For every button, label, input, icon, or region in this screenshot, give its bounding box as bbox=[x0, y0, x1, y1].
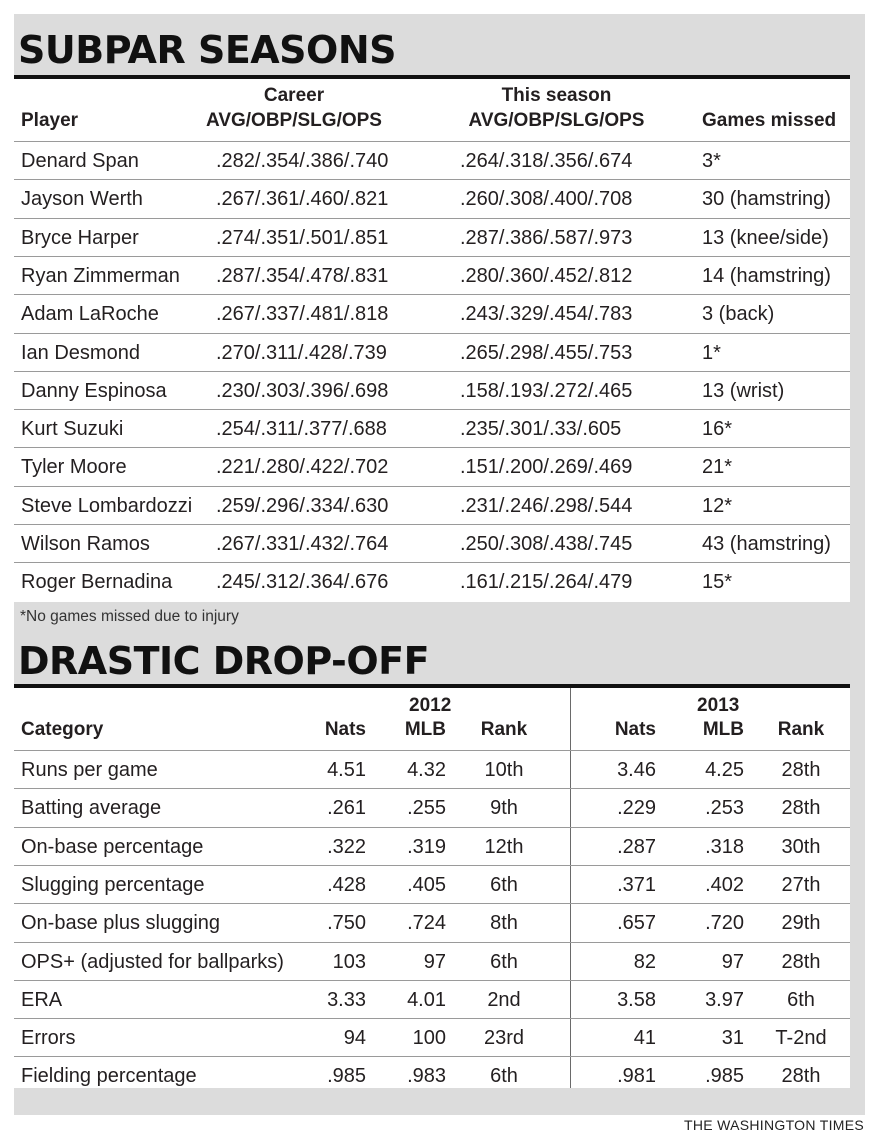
col-year-2012: 2012 bbox=[409, 695, 452, 716]
table-row bbox=[14, 486, 850, 525]
career-stats: .245/.312/.364/.676 bbox=[216, 571, 389, 594]
rank-2012: 2nd bbox=[487, 988, 521, 1011]
rank-2013: 28th bbox=[781, 950, 821, 973]
subpar-header bbox=[14, 79, 850, 141]
table-row bbox=[14, 371, 850, 410]
rank-2012: 10th bbox=[484, 759, 524, 781]
category-name: ERA bbox=[21, 988, 63, 1011]
rank-2012: 12th bbox=[484, 835, 524, 858]
category-name: Batting average bbox=[21, 797, 162, 820]
table-row bbox=[14, 409, 850, 448]
dropoff-header bbox=[14, 688, 850, 750]
career-stats: .230/.303/.396/.698 bbox=[216, 379, 389, 402]
season-stats: .265/.298/.455/.753 bbox=[460, 341, 633, 364]
mlb-2013: .402 bbox=[705, 873, 744, 896]
category-name: OPS+ (adjusted for ballparks) bbox=[21, 950, 284, 973]
mlb-2013: 3.97 bbox=[705, 988, 744, 1011]
mlb-2012: .405 bbox=[407, 873, 446, 896]
career-stats: .259/.296/.334/.630 bbox=[216, 494, 389, 517]
table-row bbox=[14, 447, 850, 486]
mlb-2013: 31 bbox=[721, 1027, 744, 1050]
mlb-2012: .724 bbox=[407, 912, 446, 935]
games-missed: 15* bbox=[702, 571, 733, 594]
season-stats: .250/.308/.438/.745 bbox=[460, 533, 633, 555]
rank-2013: 30th bbox=[781, 835, 821, 858]
career-stats: .267/.331/.432/.764 bbox=[216, 533, 389, 555]
table-row bbox=[14, 179, 850, 218]
games-missed: 43 (hamstring) bbox=[702, 533, 831, 555]
games-missed: 12* bbox=[702, 494, 733, 517]
table-row bbox=[14, 524, 850, 563]
nats-2013: .287 bbox=[617, 835, 656, 858]
nats-2013: 3.58 bbox=[617, 988, 656, 1011]
col-mlb-2012: MLB bbox=[404, 719, 446, 740]
table-row bbox=[14, 294, 850, 333]
table-row bbox=[14, 827, 850, 866]
category-name: Slugging percentage bbox=[21, 873, 205, 896]
games-missed: 14 (hamstring) bbox=[702, 264, 831, 287]
col-rank-2013: Rank bbox=[777, 719, 825, 740]
mlb-2013: 97 bbox=[721, 950, 744, 973]
table-row bbox=[14, 865, 850, 904]
rank-2012: 6th bbox=[490, 1065, 518, 1088]
category-name: On-base percentage bbox=[21, 835, 204, 858]
col-games-missed: Games missed bbox=[702, 110, 837, 131]
season-stats: .158/.193/.272/.465 bbox=[460, 379, 633, 402]
category-name: Runs per game bbox=[21, 759, 158, 781]
nats-2013: .657 bbox=[617, 912, 656, 935]
col-season-bottom: AVG/OBP/SLG/OPS bbox=[468, 110, 645, 131]
col-nats-2013: Nats bbox=[614, 719, 656, 740]
table-row bbox=[14, 562, 850, 601]
mlb-2012: 100 bbox=[412, 1027, 446, 1050]
table-row bbox=[14, 750, 850, 789]
mlb-2012: .319 bbox=[407, 835, 446, 858]
dropoff-title: DRASTIC DROP-OFF bbox=[18, 639, 430, 683]
season-stats: .243/.329/.454/.783 bbox=[460, 303, 633, 326]
player-name: Wilson Ramos bbox=[21, 533, 150, 555]
nats-2013: .229 bbox=[617, 797, 656, 820]
games-missed: 3 (back) bbox=[702, 303, 775, 326]
nats-2012: .261 bbox=[327, 797, 366, 820]
nats-2012: 94 bbox=[343, 1027, 366, 1050]
player-name: Steve Lombardozzi bbox=[21, 494, 193, 517]
player-name: Denard Span bbox=[21, 150, 139, 172]
col-nats-2012: Nats bbox=[324, 719, 366, 740]
table-row bbox=[14, 1056, 850, 1095]
table-row bbox=[14, 141, 850, 180]
career-stats: .267/.361/.460/.821 bbox=[216, 188, 389, 211]
table-row bbox=[14, 256, 850, 295]
nats-2012: 103 bbox=[332, 950, 366, 973]
games-missed: 16* bbox=[702, 418, 733, 441]
mlb-2012: .255 bbox=[407, 797, 446, 820]
table-row bbox=[14, 788, 850, 827]
dropoff-table bbox=[14, 688, 850, 1088]
games-missed: 13 (knee/side) bbox=[702, 226, 829, 249]
player-name: Tyler Moore bbox=[21, 456, 127, 479]
category-name: On-base plus slugging bbox=[21, 912, 221, 935]
career-stats: .274/.351/.501/.851 bbox=[216, 226, 389, 249]
games-missed: 21* bbox=[702, 456, 733, 479]
col-category: Category bbox=[21, 719, 104, 740]
season-stats: .260/.308/.400/.708 bbox=[460, 188, 633, 211]
col-year-2013: 2013 bbox=[697, 695, 740, 716]
career-stats: .287/.354/.478/.831 bbox=[216, 264, 389, 287]
footnote: *No games missed due to injury bbox=[20, 608, 239, 625]
games-missed: 30 (hamstring) bbox=[702, 188, 831, 211]
mlb-2013: .985 bbox=[705, 1065, 744, 1088]
season-stats: .287/.386/.587/.973 bbox=[460, 226, 633, 249]
col-player: Player bbox=[21, 110, 79, 131]
col-mlb-2013: MLB bbox=[702, 719, 744, 740]
career-stats: .267/.337/.481/.818 bbox=[216, 303, 389, 326]
nats-2012: .985 bbox=[327, 1065, 366, 1088]
season-stats: .280/.360/.452/.812 bbox=[460, 264, 633, 287]
nats-2012: .750 bbox=[327, 912, 366, 935]
rank-2012: 6th bbox=[490, 873, 518, 896]
col-rank-2012: Rank bbox=[480, 719, 528, 740]
rank-2013: 28th bbox=[781, 759, 821, 781]
rank-2012: 23rd bbox=[483, 1027, 525, 1050]
graphic-panel bbox=[14, 14, 865, 1115]
rank-2012: 8th bbox=[490, 912, 518, 935]
mlb-2012: 97 bbox=[423, 950, 446, 973]
table-row bbox=[14, 218, 850, 257]
career-stats: .282/.354/.386/.740 bbox=[216, 150, 389, 172]
col-career-top: Career bbox=[263, 85, 325, 106]
player-name: Ryan Zimmerman bbox=[21, 264, 180, 287]
mlb-2012: .983 bbox=[407, 1065, 446, 1088]
nats-2013: 82 bbox=[633, 950, 656, 973]
player-name: Ian Desmond bbox=[21, 341, 140, 364]
player-name: Adam LaRoche bbox=[21, 303, 159, 326]
col-season-top: This season bbox=[501, 85, 612, 106]
career-stats: .254/.311/.377/.688 bbox=[216, 418, 387, 441]
nats-2012: 3.33 bbox=[327, 988, 366, 1011]
subpar-table bbox=[14, 79, 850, 602]
season-stats: .264/.318/.356/.674 bbox=[460, 150, 633, 172]
games-missed: 1* bbox=[702, 341, 721, 364]
career-stats: .270/.311/.428/.739 bbox=[216, 341, 387, 364]
nats-2012: .428 bbox=[327, 873, 366, 896]
season-stats: .235/.301/.33/.605 bbox=[460, 418, 622, 441]
rank-2012: 6th bbox=[490, 950, 518, 973]
table-row bbox=[14, 942, 850, 981]
player-name: Jayson Werth bbox=[21, 188, 143, 211]
season-stats: .231/.246/.298/.544 bbox=[460, 494, 633, 517]
mlb-2013: .318 bbox=[705, 835, 744, 858]
mlb-2013: 4.25 bbox=[705, 759, 744, 781]
career-stats: .221/.280/.422/.702 bbox=[216, 456, 389, 479]
nats-2013: .981 bbox=[617, 1065, 656, 1088]
nats-2012: 4.51 bbox=[327, 759, 366, 781]
table-row bbox=[14, 333, 850, 372]
games-missed: 13 (wrist) bbox=[702, 379, 785, 402]
season-stats: .161/.215/.264/.479 bbox=[460, 571, 633, 594]
table-row bbox=[14, 980, 850, 1019]
rank-2013: T-2nd bbox=[775, 1027, 827, 1050]
player-name: Kurt Suzuki bbox=[21, 418, 124, 441]
season-stats: .151/.200/.269/.469 bbox=[460, 456, 633, 479]
category-name: Fielding percentage bbox=[21, 1065, 197, 1088]
nats-2013: .371 bbox=[617, 873, 656, 896]
mlb-2012: 4.32 bbox=[407, 759, 446, 781]
table-row bbox=[14, 1018, 850, 1057]
player-name: Bryce Harper bbox=[21, 226, 139, 249]
mlb-2012: 4.01 bbox=[407, 988, 446, 1011]
category-name: Errors bbox=[21, 1027, 76, 1050]
subpar-title: SUBPAR SEASONS bbox=[18, 28, 397, 72]
nats-2012: .322 bbox=[327, 835, 366, 858]
rank-2012: 9th bbox=[490, 797, 518, 820]
rank-2013: 29th bbox=[781, 912, 821, 935]
mlb-2013: .253 bbox=[705, 797, 744, 820]
rank-2013: 28th bbox=[781, 797, 821, 820]
table-row bbox=[14, 903, 850, 942]
player-name: Roger Bernadina bbox=[21, 571, 173, 594]
mlb-2013: .720 bbox=[705, 912, 744, 935]
credit-line: THE WASHINGTON TIMES bbox=[684, 1117, 864, 1133]
games-missed: 3* bbox=[702, 150, 721, 172]
player-name: Danny Espinosa bbox=[21, 379, 167, 402]
rank-2013: 6th bbox=[787, 988, 815, 1011]
nats-2013: 41 bbox=[633, 1027, 656, 1050]
rank-2013: 27th bbox=[781, 873, 821, 896]
nats-2013: 3.46 bbox=[617, 759, 656, 781]
col-career-bottom: AVG/OBP/SLG/OPS bbox=[206, 110, 382, 131]
rank-2013: 28th bbox=[781, 1065, 821, 1088]
